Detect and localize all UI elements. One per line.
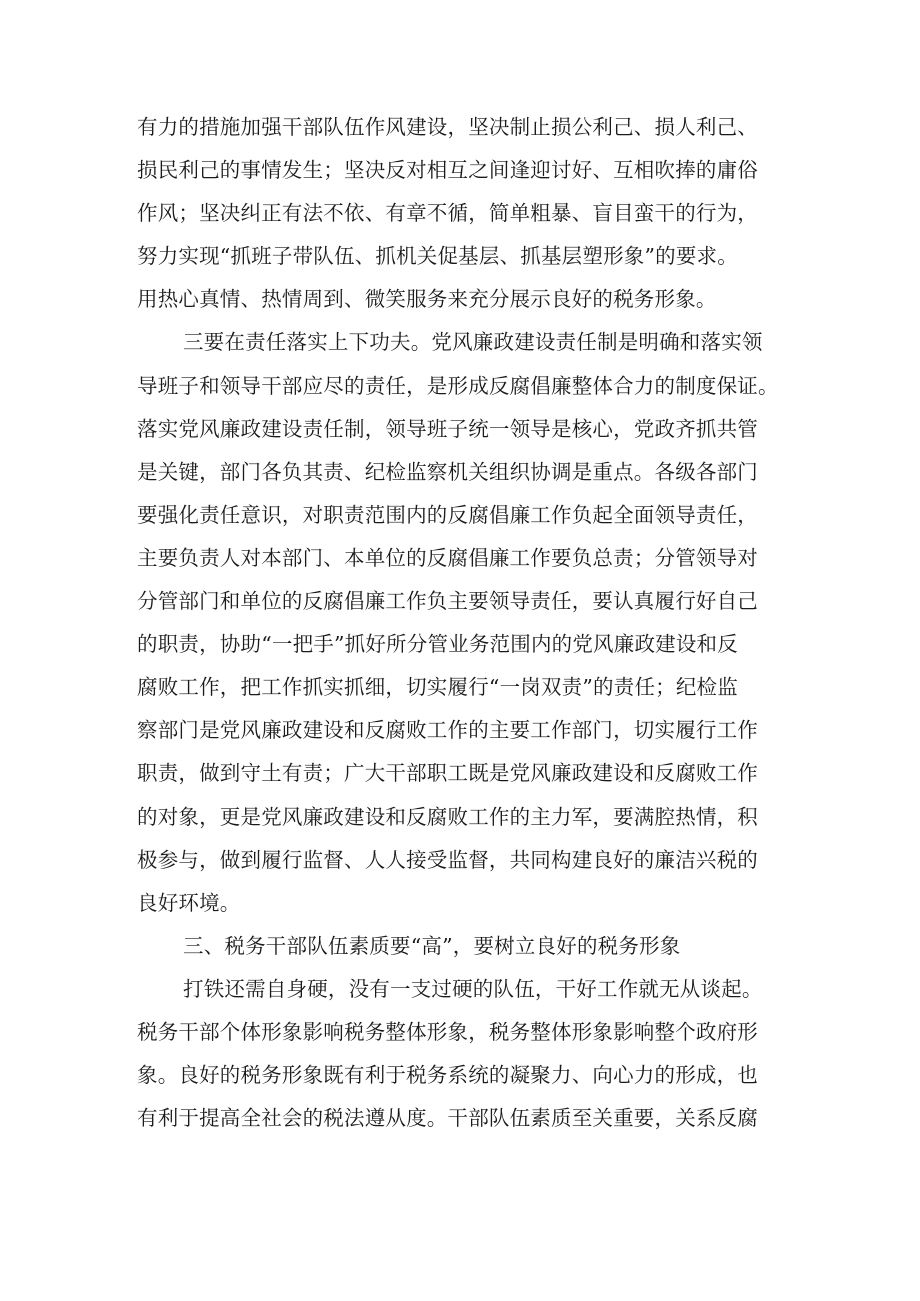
section-heading: 三、税务干部队伍素质要“高”，要树立良好的税务形象 <box>183 933 681 958</box>
text-line: 导班子和领导干部应尽的责任，是形成反腐倡廉整体合力的制度保证。 <box>137 373 779 398</box>
text-line: 察部门是党风廉政建设和反腐败工作的主要工作部门，切实履行工作 <box>137 718 758 743</box>
text-line: 损民利己的事情发生；坚决反对相互之间逢迎讨好、互相吹捧的庸俗 <box>137 158 758 183</box>
paragraph-start-line: 三要在责任落实上下功夫。党风廉政建设责任制是明确和落实领 <box>183 330 763 355</box>
text-line: 有力的措施加强干部队伍作风建设，坚决制止损公利己、损人利己、 <box>137 115 758 139</box>
text-line: 职责，做到守土有责；广大干部职工既是党风廉政建设和反腐败工作 <box>137 761 758 786</box>
text-line: 的对象，更是党风廉政建设和反腐败工作的主力军，要满腔热情，积 <box>137 804 758 829</box>
text-line: 分管部门和单位的反腐倡廉工作负主要领导责任，要认真履行好自己 <box>137 589 758 614</box>
text-line: 腐败工作，把工作抓实抓细，切实履行“一岗双责”的责任；纪检监 <box>137 675 738 700</box>
text-line: 极参与，做到履行监督、人人接受监督，共同构建良好的廉洁兴税的 <box>137 847 758 872</box>
body-text <box>137 106 787 1140</box>
text-line: 努力实现“抓班子带队伍、抓机关促基层、抓基层塑形象”的要求。 <box>137 244 738 269</box>
text-line: 要强化责任意识，对职责范围内的反腐倡廉工作负起全面领导责任， <box>137 502 758 527</box>
text-line: 落实党风廉政建设责任制，领导班子统一领导是核心，党政齐抓共管 <box>137 416 758 441</box>
text-line: 税务干部个体形象影响税务整体形象，税务整体形象影响整个政府形 <box>137 1019 758 1044</box>
text-line: 主要负责人对本部门、本单位的反腐倡廉工作要负总责；分管领导对 <box>137 545 758 570</box>
text-line: 用热心真情、热情周到、微笑服务来充分展示良好的税务形象。 <box>137 287 717 312</box>
text-line: 是关键，部门各负其责、纪检监察机关组织协调是重点。各级各部门 <box>137 459 758 484</box>
text-line: 象。良好的税务形象既有利于税务系统的凝聚力、向心力的形成，也 <box>137 1063 758 1088</box>
text-line: 良好环境。 <box>137 890 241 915</box>
text-line: 作风；坚决纠正有法不依、有章不循，简单粗暴、盲目蛮干的行为， <box>137 201 758 226</box>
text-line: 的职责，协助“一把手”抓好所分管业务范围内的党风廉政建设和反 <box>137 632 738 657</box>
paragraph-start-line: 打铁还需自身硬，没有一支过硬的队伍，干好工作就无从谈起。 <box>183 976 763 1001</box>
text-line: 有利于提高全社会的税法遵从度。干部队伍素质至关重要，关系反腐 <box>137 1106 758 1131</box>
